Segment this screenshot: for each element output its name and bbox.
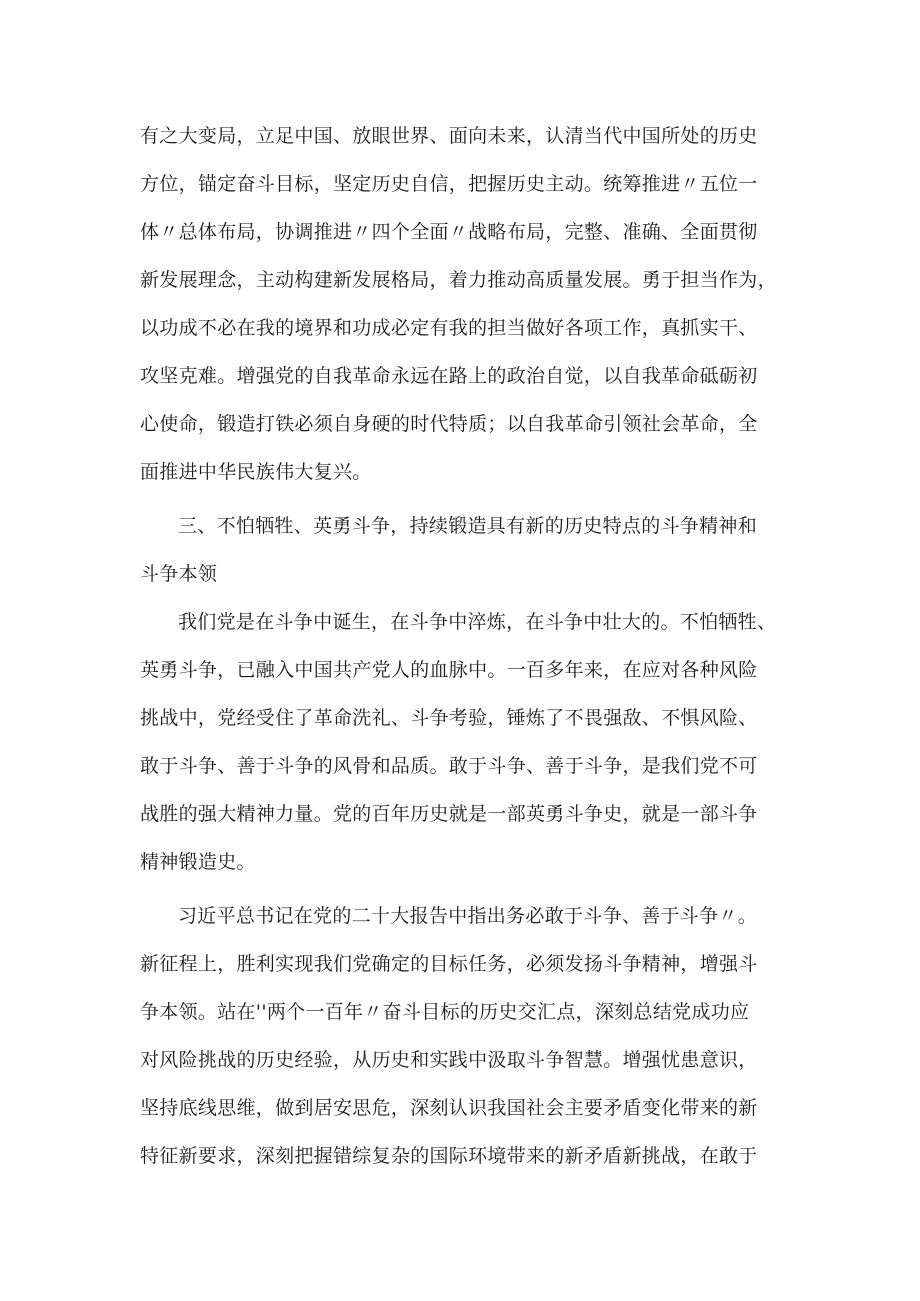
text-line: 敢于斗争、善于斗争的风骨和品质。敢于斗争、善于斗争，是我们党不可	[140, 755, 758, 777]
paragraph-start: 我们党是在斗争中诞生，在斗争中淬炼，在斗争中壮大的。不怕牺牲、	[178, 611, 777, 633]
text-line: 精神锻造史。	[140, 851, 256, 873]
text-line: 战胜的强大精神力量。党的百年历史就是一部英勇斗争史，就是一部斗争	[140, 803, 758, 825]
text-line: 有之大变局，立足中国、放眼世界、面向未来，认清当代中国所处的历史	[140, 125, 758, 147]
text-line: 坚持底线思维，做到居安思危，深刻认识我国社会主要矛盾变化带来的新	[140, 1097, 758, 1119]
section-heading: 三、不怕牺牲、英勇斗争，持续锻造具有新的历史特点的斗争精神和	[178, 515, 758, 537]
text-line: 体〃总体布局，协调推进〃四个全面〃战略布局，完整、准确、全面贯彻	[140, 221, 758, 243]
text-line: 特征新要求，深刻把握错综复杂的国际环境带来的新矛盾新挑战，在敢于	[140, 1145, 758, 1167]
text-line: 英勇斗争，已融入中国共产党人的血脉中。一百多年来，在应对各种风险	[140, 659, 758, 681]
text-line: 挑战中，党经受住了革命洗礼、斗争考验，锤炼了不畏强敌、不惧风险、	[140, 707, 758, 729]
text-line: 心使命，锻造打铁必须自身硬的时代特质；以自我革命引领社会革命，全	[140, 413, 758, 435]
text-line: 新发展理念，主动构建新发展格局，着力推动高质量发展。勇于担当作为，	[140, 269, 777, 291]
text-line: 对风险挑战的历史经验，从历史和实践中汲取斗争智慧。增强忧患意识，	[140, 1049, 758, 1071]
paragraph-start: 习近平总书记在党的二十大报告中指出务必敢于斗争、善于斗争〃。	[178, 905, 758, 927]
text-line: 新征程上，胜利实现我们党确定的目标任务，必须发扬斗争精神，增强斗	[140, 953, 758, 975]
section-heading-continued: 斗争本领	[140, 563, 218, 585]
text-line: 攻坚克难。增强党的自我革命永远在路上的政治自觉，以自我革命砥砺初	[140, 365, 758, 387]
text-line: 方位，锚定奋斗目标，坚定历史自信，把握历史主动。统筹推进〃五位一	[140, 173, 758, 195]
text-line: 以功成不必在我的境界和功成必定有我的担当做好各项工作，真抓实干、	[140, 317, 758, 339]
text-line: 面推进中华民族伟大复兴。	[140, 461, 372, 483]
text-line: 争本领。站在''两个一百年〃奋斗目标的历史交汇点，深刻总结党成功应	[140, 1001, 750, 1023]
